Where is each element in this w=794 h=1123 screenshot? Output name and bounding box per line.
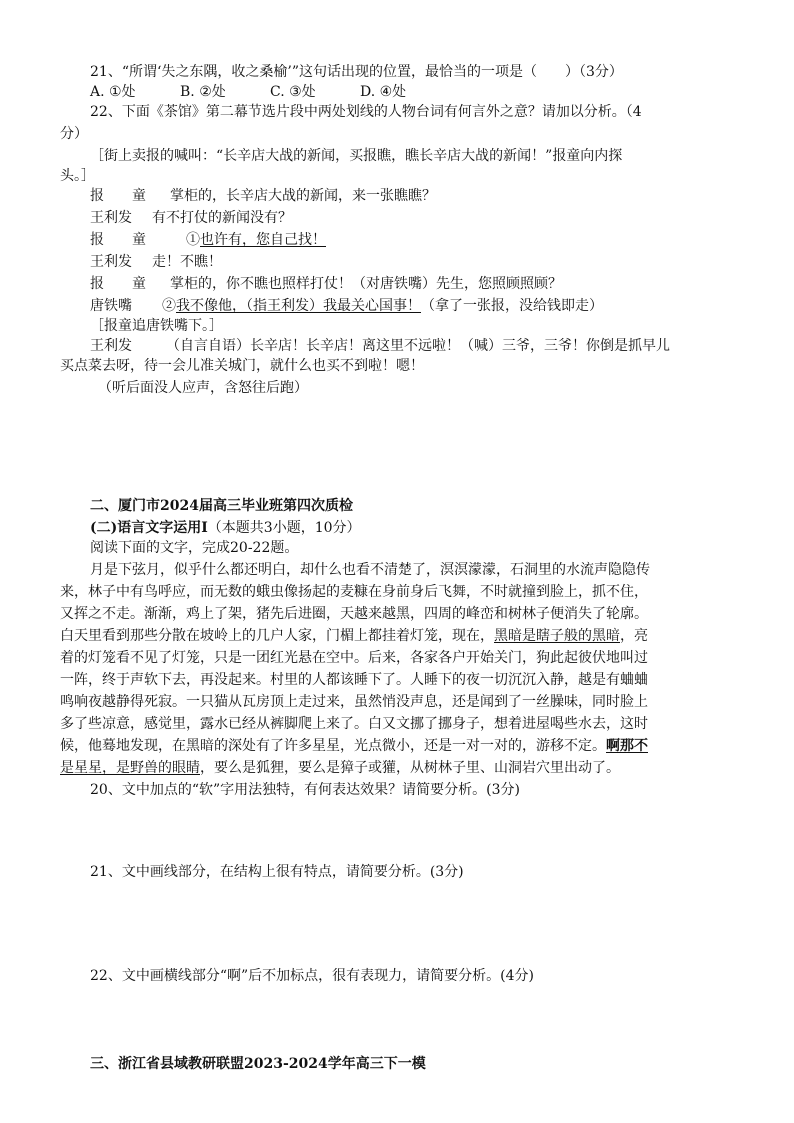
speaker: 唐铁嘴 xyxy=(90,298,132,314)
question-22: 22、文中画横线部分“啊”后不加标点，很有表现力，请简要分析。(4分) xyxy=(90,968,534,984)
passage-line: 多了些凉意，感觉里，露水已经从裤脚爬上来了。白又文挪了挪身子，想着进屋喝些水去，这时 xyxy=(60,716,648,732)
underlined-line-2: 我不像他，（指王利发）我最关心国事！ xyxy=(176,298,421,314)
dialogue-line xyxy=(90,208,292,228)
line-text: 掌柜的，长辛店大战的新闻，来一张瞧瞧？ xyxy=(170,188,436,204)
underlined-phrase-1: 黑暗是瞎子般的黑暗 xyxy=(494,628,620,644)
subheading-title: (二)语言文字运用Ⅰ xyxy=(90,520,208,536)
line-text: （拿了一张报，没给钱即走） xyxy=(421,298,603,314)
passage-line xyxy=(60,736,648,756)
underlined-phrase-2-cont: 是星星，是野兽的眼睛 xyxy=(60,760,200,776)
question-21-part1: 21、“所谓‘失之东隅，收之桑榆’”这句话出现的位置，最恰当的一项是（ ）（3分） xyxy=(90,64,623,80)
option-c: C. ③处 xyxy=(270,84,316,100)
line-text: 走！不瞧！ xyxy=(152,254,222,270)
passage-line xyxy=(60,758,620,778)
question-21-options xyxy=(90,82,406,102)
question-22-part1-line2: 分） xyxy=(60,126,88,142)
line-text: 有不打仗的新闻没有？ xyxy=(152,210,292,226)
section-2-subheading xyxy=(90,518,361,538)
dialogue-line xyxy=(90,230,326,250)
marker: ① xyxy=(186,232,200,248)
question-21: 21、文中画线部分，在结构上很有特点，请简要分析。(3分) xyxy=(90,864,464,880)
subheading-note: （本题共3小题，10分） xyxy=(207,520,361,536)
stage-direction-2: ［报童追唐铁嘴下。］ xyxy=(90,318,223,334)
option-d: D. ④处 xyxy=(360,84,407,100)
passage-text: ，亮 xyxy=(620,628,648,644)
dialogue-line xyxy=(90,296,603,316)
passage-line: 来，林子中有鸟呼应，而无数的蛾虫像扬起的麦糠在身前身后飞舞，不时就撞到脸上，抓不住， xyxy=(60,584,648,600)
dialogue-line xyxy=(90,186,436,206)
line-text: 掌柜的，你不瞧也照样打仗！（对唐铁嘴）先生，您照顾照顾？ xyxy=(170,276,562,292)
underlined-phrase-2: 啊那不 xyxy=(606,738,648,754)
dialogue-line-cont: 买点菜去呀，待一会儿准关城门，就什么也买不到啦！嗯！ xyxy=(60,358,424,374)
line-text: （自言自语）长辛店！长辛店！离这里不远啦！（喊）三爷，三爷！你倒是抓早儿 xyxy=(166,338,670,354)
marker: ② xyxy=(162,298,176,314)
speaker: 报 童 xyxy=(90,232,146,248)
passage-text: 白天里看到那些分散在坡岭上的几户人家，门楣上都挂着灯笼，现在， xyxy=(60,628,494,644)
option-a: A. ①处 xyxy=(90,84,136,100)
speaker: 王利发 xyxy=(90,338,132,354)
speaker: 王利发 xyxy=(90,210,132,226)
option-b: B. ②处 xyxy=(180,84,226,100)
dialogue-line xyxy=(90,274,562,294)
passage-line: 一阵，终于声软下去，再没起来。村里的人都该睡下了。人睡下的夜一切沉沉入静，越是有蛐蛐 xyxy=(60,672,648,688)
passage-line xyxy=(60,626,648,646)
stage-direction-3: （听后面没人应声，含怒往后跑） xyxy=(98,380,308,396)
speaker: 报 童 xyxy=(90,188,146,204)
passage-line: 着的灯笼看不见了灯笼，只是一团红光悬在空中。后来，各家各户开始关门，狗此起彼伏地叫过 xyxy=(60,650,648,666)
question-20: 20、文中加点的“软”字用法独特，有何表达效果？请简要分析。(3分) xyxy=(90,782,520,798)
question-22-part1-line1: 22、下面《茶馆》第二幕节选片段中两处划线的人物台词有何言外之意？请加以分析。（4 xyxy=(90,104,642,120)
passage-line: 鸣响夜越静得死寂。一只猫从瓦房顶上走过来，虽然悄没声息，还是闻到了一丝臊味，同时脸上 xyxy=(60,694,648,710)
reading-instruction: 阅读下面的文字，完成20-22题。 xyxy=(90,540,299,556)
stage-direction-1-cont: 头。］ xyxy=(60,168,95,184)
section-3-heading: 三、浙江省县域教研联盟2023-2024学年高三下一模 xyxy=(90,1056,426,1072)
stage-direction-1: ［街上卖报的喊叫：“长辛店大战的新闻，买报瞧，瞧长辛店大战的新闻！”报童向内探 xyxy=(90,148,623,164)
passage-line: 月是下弦月，似乎什么都还明白，却什么也看不清楚了，溟溟濛濛，石洞里的水流声隐隐传 xyxy=(90,562,650,578)
dialogue-line xyxy=(90,336,670,356)
passage-line: 又挥之不走。渐渐，鸡上了架，猪先后进圈，天越来越黑，四周的峰峦和树林子便消失了轮廓。 xyxy=(60,606,648,622)
speaker: 报 童 xyxy=(90,276,146,292)
dialogue-line xyxy=(90,252,222,272)
underlined-line-1: 也许有，您自己找！ xyxy=(200,232,326,248)
passage-text: ，要么是狐狸，要么是獐子或獾，从树林子里、山洞岩穴里出动了。 xyxy=(200,760,620,776)
passage-text: 候，他蓦地发现，在黑暗的深处有了许多星星，光点微小，还是一对一对的，游移不定。 xyxy=(60,738,606,754)
speaker: 王利发 xyxy=(90,254,132,270)
section-2-heading: 二、厦门市2024届高三毕业班第四次质检 xyxy=(90,498,353,514)
